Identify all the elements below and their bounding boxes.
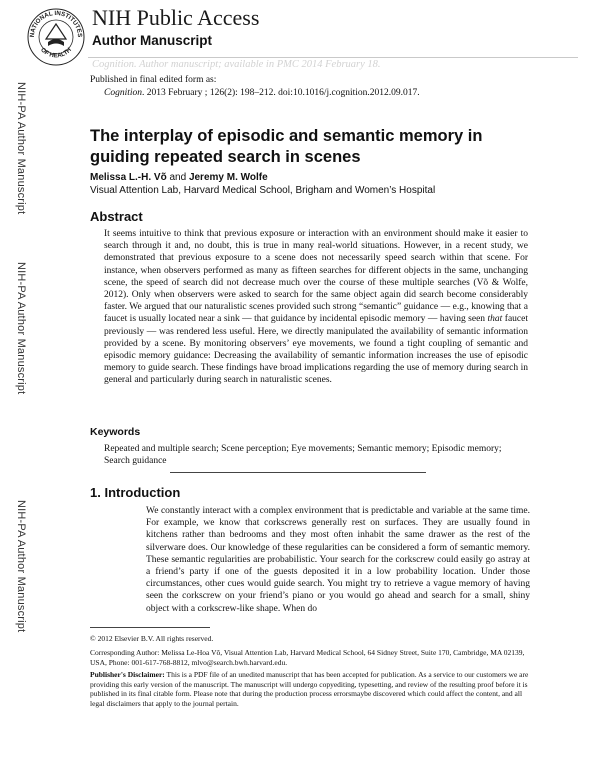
introduction-heading: 1. Introduction bbox=[90, 485, 181, 500]
correspondence-note: Corresponding Author: Melissa Le-Hoa Võ, Visual Attention Lab, Harvard Medical School, 64 Sidney Street, Suite 170, Cambridge, MA 02139, USA, Phone: 001-617-768-8812, mlvo@search.bwh.harvard.edu. bbox=[90, 648, 525, 667]
sidebar-label: NIH-PA Author Manuscript bbox=[15, 262, 27, 395]
svg-text:NATIONAL INSTITUTES: NATIONAL INSTITUTES bbox=[28, 9, 84, 38]
abstract-text-part-2: faucet previously — was rendered less useful. Here, we directly manipulated the availability of semantic information provided by a scene. By monitoring observers’ eye movements, we found a tight coupling of semantic and episodic memory guidance: Decreasing the availability of semantic information increases the use of episodic memory to guide search. These findings have broad implications regarding the use of memory during search in general and particularly during search in naturalistic scenes. bbox=[104, 314, 528, 386]
sidebar-watermark-middle bbox=[6, 262, 36, 394]
abstract-emphasis: that bbox=[487, 314, 503, 325]
nih-public-access-title: NIH Public Access bbox=[92, 5, 260, 30]
article-title: The interplay of episodic and semantic memory in guiding repeated search in scenes bbox=[90, 127, 483, 166]
authors-conjunction: and bbox=[166, 172, 189, 183]
published-in-label: Published in final edited form as: bbox=[90, 75, 217, 85]
sidebar-label: NIH-PA Author Manuscript bbox=[15, 82, 27, 215]
disclaimer-text: This is a PDF file of an unedited manuscript that has been accepted for publication. As a service to our customers we are providing this early version of the manuscript. The manuscript will undergo copyediting, typesetting, and review of the resulting proof before it is published in its final citable form. Please note that during the production process errorsmaybe discovered which could affect the content, and all legal disclaimers that apply to the journal pertain. bbox=[90, 670, 529, 708]
sidebar-label: NIH-PA Author Manuscript bbox=[15, 500, 27, 633]
citation bbox=[104, 87, 420, 99]
citation-details: . 2013 February ; 126(2): 198–212. doi:10.1016/j.cognition.2012.09.017. bbox=[142, 88, 420, 98]
sidebar-watermark-top bbox=[6, 82, 36, 214]
publisher-disclaimer bbox=[90, 670, 530, 708]
section-divider bbox=[170, 472, 426, 473]
author-1: Melissa L.-H. Võ bbox=[90, 172, 167, 183]
footnote-divider bbox=[90, 627, 210, 628]
author-manuscript-label: Author Manuscript bbox=[92, 33, 212, 48]
abstract-heading: Abstract bbox=[90, 209, 143, 224]
keywords-heading: Keywords bbox=[90, 426, 141, 438]
disclaimer-label: Publisher's Disclaimer: bbox=[90, 670, 165, 679]
authors bbox=[90, 172, 268, 184]
abstract-body bbox=[104, 228, 528, 387]
introduction-body: We constantly interact with a complex environment that is predictable and variable at the same time. For example, we know that corkscrews generally rest on surfaces. They are usually found in kitchens rather than bedrooms and they most often inhabit the same drawer as the rest of the silverware does. Our knowledge of these regularities can be considered a form of semantic memory. These semantic regularities are probabilistic. Your search for the corkscrew could easily go astray at a friend’s party if one of the guests deposited it in a low probability location. Under those circumstances, other cues would guide search. You might try to retrieve a vague memory of having seen the corkscrew on your friend’s piano or you would go ahead and search for a small, shiny object with a corkscrew-like shape. When do bbox=[146, 506, 530, 614]
nih-seal-logo bbox=[26, 6, 86, 68]
availability-note: Cognition. Author manuscript; available in PMC 2014 February 18. bbox=[92, 59, 381, 70]
abstract-text-part-1: It seems intuitive to think that previous exposure or interaction with an environment should make it easier to search through it and, no doubt, this is true in many real-world situations. However, in a recent study, we demonstrated that previous exposure to a scene does not necessarily speed search within that scene. For instance, when observers performed as many as fifteen searches for different objects in the same, unchanging scene, the speed of search did not decrease much over the course of these multiple searches (Võ & Wolfe, 2012). Only when observers were asked to search for the same object again did search become considerably faster. We argued that our naturalistic scenes provided such strong “semantic” guidance — e.g., knowing that a faucet is usually located near a sink — that guidance by incidental episodic memory — having seen bbox=[104, 229, 528, 325]
journal-name: Cognition bbox=[104, 88, 143, 98]
affiliation: Visual Attention Lab, Harvard Medical School, Brigham and Women’s Hospital bbox=[90, 185, 436, 196]
author-2: Jeremy M. Wolfe bbox=[188, 172, 268, 183]
copyright-notice: © 2012 Elsevier B.V. All rights reserved. bbox=[90, 634, 214, 643]
sidebar-watermark-bottom bbox=[6, 500, 36, 632]
keywords-text: Repeated and multiple search; Scene perception; Eye movements; Semantic memory; Episodic memory; Search guidance bbox=[104, 444, 502, 467]
svg-text:OF HEALTH: OF HEALTH bbox=[39, 46, 73, 60]
